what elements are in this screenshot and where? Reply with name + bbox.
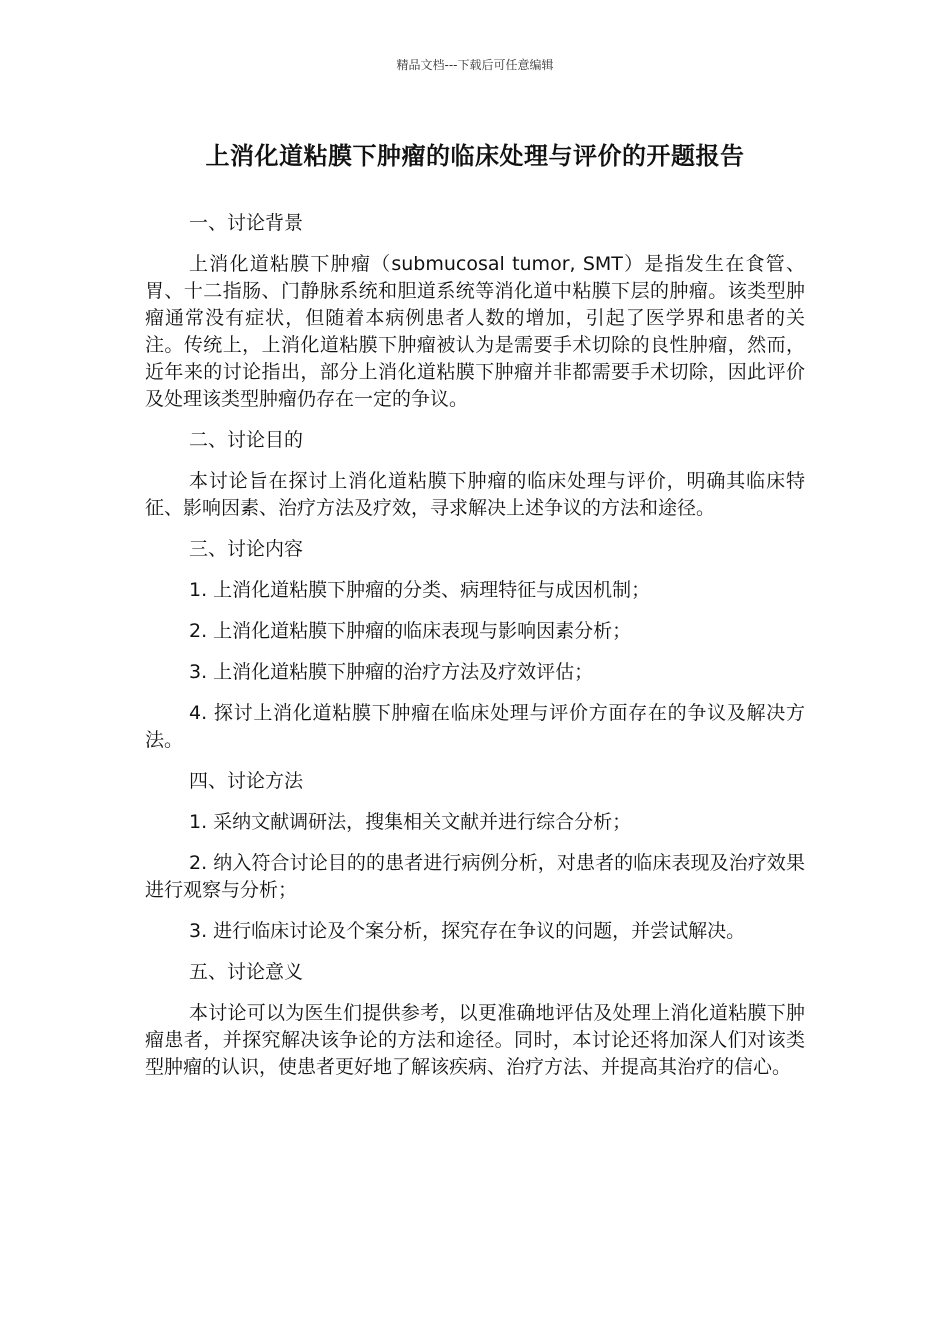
background-paragraph: 上消化道粘膜下肿瘤（submucosal tumor, SMT）是指发生在食管、胃、十二指肠、门静脉系统和胆道系统等消化道中粘膜下层的肿瘤。该类型肿瘤通常没有症状，但随着本病例患者人数的增加，引起了医学界和患者的关注。传统上，上消化道粘膜下肿瘤被认为是需要手术切除的良性肿瘤，然而，近年来的讨论指出，部分上消化道粘膜下肿瘤并非都需要手术切除，因此评价及处理该类型肿瘤仍存在一定的争议。	[145, 253, 805, 410]
significance-paragraph: 本讨论可以为医生们提供参考，以更准确地评估及处理上消化道粘膜下肿瘤患者，并探究解决该争论的方法和途径。同时，本讨论还将加深人们对该类型肿瘤的认识，使患者更好地了解该疾病、治疗方法、并提高其治疗的信心。	[145, 1002, 805, 1078]
content-item-1: 1. 上消化道粘膜下肿瘤的分类、病理特征与成因机制；	[189, 579, 651, 601]
section-heading-significance: 五、讨论意义	[189, 961, 304, 983]
content-item-3: 3. 上消化道粘膜下肿瘤的治疗方法及疗效评估；	[189, 661, 594, 683]
document-title: 上消化道粘膜下肿瘤的临床处理与评价的开题报告	[205, 142, 745, 170]
content-item-2: 2. 上消化道粘膜下肿瘤的临床表现与影响因素分析；	[189, 620, 632, 642]
method-item-1: 1. 采纳文献调研法，搜集相关文献并进行综合分析；	[189, 811, 632, 833]
page-header: 精品文档---下载后可任意编辑	[396, 58, 554, 72]
section-heading-methods: 四、讨论方法	[189, 770, 304, 792]
section-heading-background: 一、讨论背景	[189, 212, 304, 234]
section-heading-content: 三、讨论内容	[189, 538, 304, 560]
content-item-4: 4. 探讨上消化道粘膜下肿瘤在临床处理与评价方面存在的争议及解决方法。	[145, 702, 805, 751]
document-body	[145, 210, 805, 1095]
method-item-3: 3. 进行临床讨论及个案分析，探究存在争议的问题，并尝试解决。	[189, 920, 746, 942]
method-item-2: 2. 纳入符合讨论目的的患者进行病例分析，对患者的临床表现及治疗效果进行观察与分析；	[145, 852, 805, 901]
section-heading-purpose: 二、讨论目的	[189, 429, 304, 451]
purpose-paragraph: 本讨论旨在探讨上消化道粘膜下肿瘤的临床处理与评价，明确其临床特征、影响因素、治疗方法及疗效，寻求解决上述争议的方法和途径。	[145, 470, 805, 519]
